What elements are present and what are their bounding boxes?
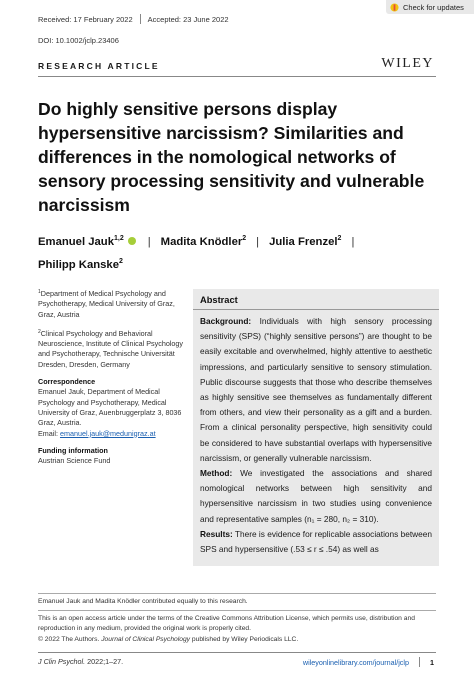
section-label: RESEARCH ARTICLE	[38, 61, 160, 71]
divider	[38, 652, 436, 653]
orcid-icon[interactable]	[128, 237, 136, 245]
separator	[419, 657, 420, 667]
contribution-footnote: Emanuel Jauk and Madita Knödler contributed equally to this research.	[38, 598, 248, 605]
abstract-results-label: Results:	[200, 528, 233, 539]
author-name[interactable]: Emanuel Jauk	[38, 236, 114, 248]
correspondence-address: Emanuel Jauk, Department of Medical Psychology and Psychotherapy, Medical University of Graz, Auenbruggerplatz 3, 8036 Graz, Austria.	[38, 387, 182, 428]
abstract-text	[200, 314, 432, 557]
author-affiliation-sup: 1,2	[113, 235, 124, 242]
correspondence	[38, 377, 186, 439]
divider	[38, 593, 436, 594]
author-name[interactable]: Madita Knödler	[160, 236, 243, 248]
journal-name: Journal of Clinical Psychology	[101, 635, 191, 643]
abstract-results: There is evidence for replicable associations between SPS and hypersensitive (.53 ≤ r ≤ .54) as well as	[200, 528, 432, 555]
author-list	[38, 229, 438, 275]
divider	[38, 610, 436, 611]
abstract-background: Individuals with high sensory processing sensitivity (SPS) (“highly sensitive persons”) are thought to be easily excitable and overwhelmed, highly attentive to aesthetic impressions, and particularly sensitive to sensory stimulation. Public discourse suggests that those who describe themselves as highly sensitive see themselves as fundamentally different from others, and view their personality as a gift and a burden. From a clinical personality perspective, high sensitivity could be considered to have substantial overlaps with hypersensitive narcissism, or generally vulnerable narcissism.	[200, 316, 432, 463]
separator	[140, 14, 141, 24]
license-text: This is an open access article under the terms of the Creative Commons Attribution License, which permits use, distribution and reproduction in any medium, provided the original work is properly cited.	[38, 615, 415, 633]
divider	[193, 309, 439, 310]
funding-source: Austrian Science Fund	[38, 456, 111, 466]
funding	[38, 446, 186, 467]
journal-url-link[interactable]: wileyonlinelibrary.com/journal/jclp	[302, 657, 409, 667]
license-statement	[38, 614, 438, 645]
citation-journal: J Clin Psychol.	[38, 657, 86, 666]
correspondence-heading: Correspondence	[38, 377, 96, 387]
citation	[38, 657, 123, 666]
crossmark-icon	[390, 3, 399, 12]
email-link[interactable]: emanuel.jauk@medunigraz.at	[59, 428, 156, 438]
abstract-heading: Abstract	[200, 295, 238, 305]
author-name[interactable]: Julia Frenzel	[269, 236, 338, 248]
citation-volume: 2022;1–27.	[87, 657, 124, 666]
publisher-logo: WILEY	[381, 56, 434, 71]
submission-dates	[38, 14, 229, 24]
author-affiliation-sup: 2	[242, 235, 247, 242]
affiliation: $^1$Department of Medical Psychology and Psychotherapy, Medical University of Graz, Graz, Austria	[38, 289, 175, 319]
page-number: 1	[430, 657, 434, 667]
author-separator: |	[256, 236, 260, 248]
abstract-method: We investigated the associations and shared nomological networks between high sensitivity and hypersensitive narcissism in two studies using convenience and representative samples (n₁ = 280, n₂ = 310).	[200, 468, 432, 524]
received-date: Received: 17 February 2022	[38, 14, 133, 24]
abstract-background-label: Background:	[200, 316, 252, 326]
article-info-column	[38, 287, 186, 473]
copyright-suffix: published by Wiley Periodicals LLC.	[191, 635, 299, 643]
accepted-date: Accepted: 23 June 2022	[147, 14, 229, 24]
abstract-box	[193, 289, 439, 566]
check-for-updates-button[interactable]	[386, 0, 474, 14]
footer-right	[303, 657, 434, 667]
author-separator: |	[351, 236, 355, 248]
divider	[38, 76, 436, 77]
author-affiliation-sup: 2	[337, 235, 342, 242]
abstract-method-label: Method:	[200, 468, 233, 479]
doi: DOI: 10.1002/jclp.23406	[38, 36, 119, 45]
affiliation: $^2$Clinical Psychology and Behavioral Neuroscience, Institute of Clinical Psychology and Psychotherapy, Technische Universität Dresden, Dresden, Germany	[38, 328, 184, 369]
article-title: Do highly sensitive persons display hypersensitive narcissism? Similarities and differences in the nomological networks of sensory processing sensitivity and vulnerable narcissism	[38, 99, 425, 215]
author-affiliation-sup: 2	[118, 258, 123, 265]
copyright-prefix: © 2022 The Authors.	[38, 635, 100, 643]
check-for-updates-label: Check for updates	[403, 2, 464, 12]
author-name[interactable]: Philipp Kanske	[38, 259, 119, 271]
funding-heading: Funding information	[38, 445, 108, 455]
correspondence-email-row: Email: emanuel.jauk@medunigraz.at	[38, 428, 156, 438]
author-separator: |	[147, 236, 151, 248]
